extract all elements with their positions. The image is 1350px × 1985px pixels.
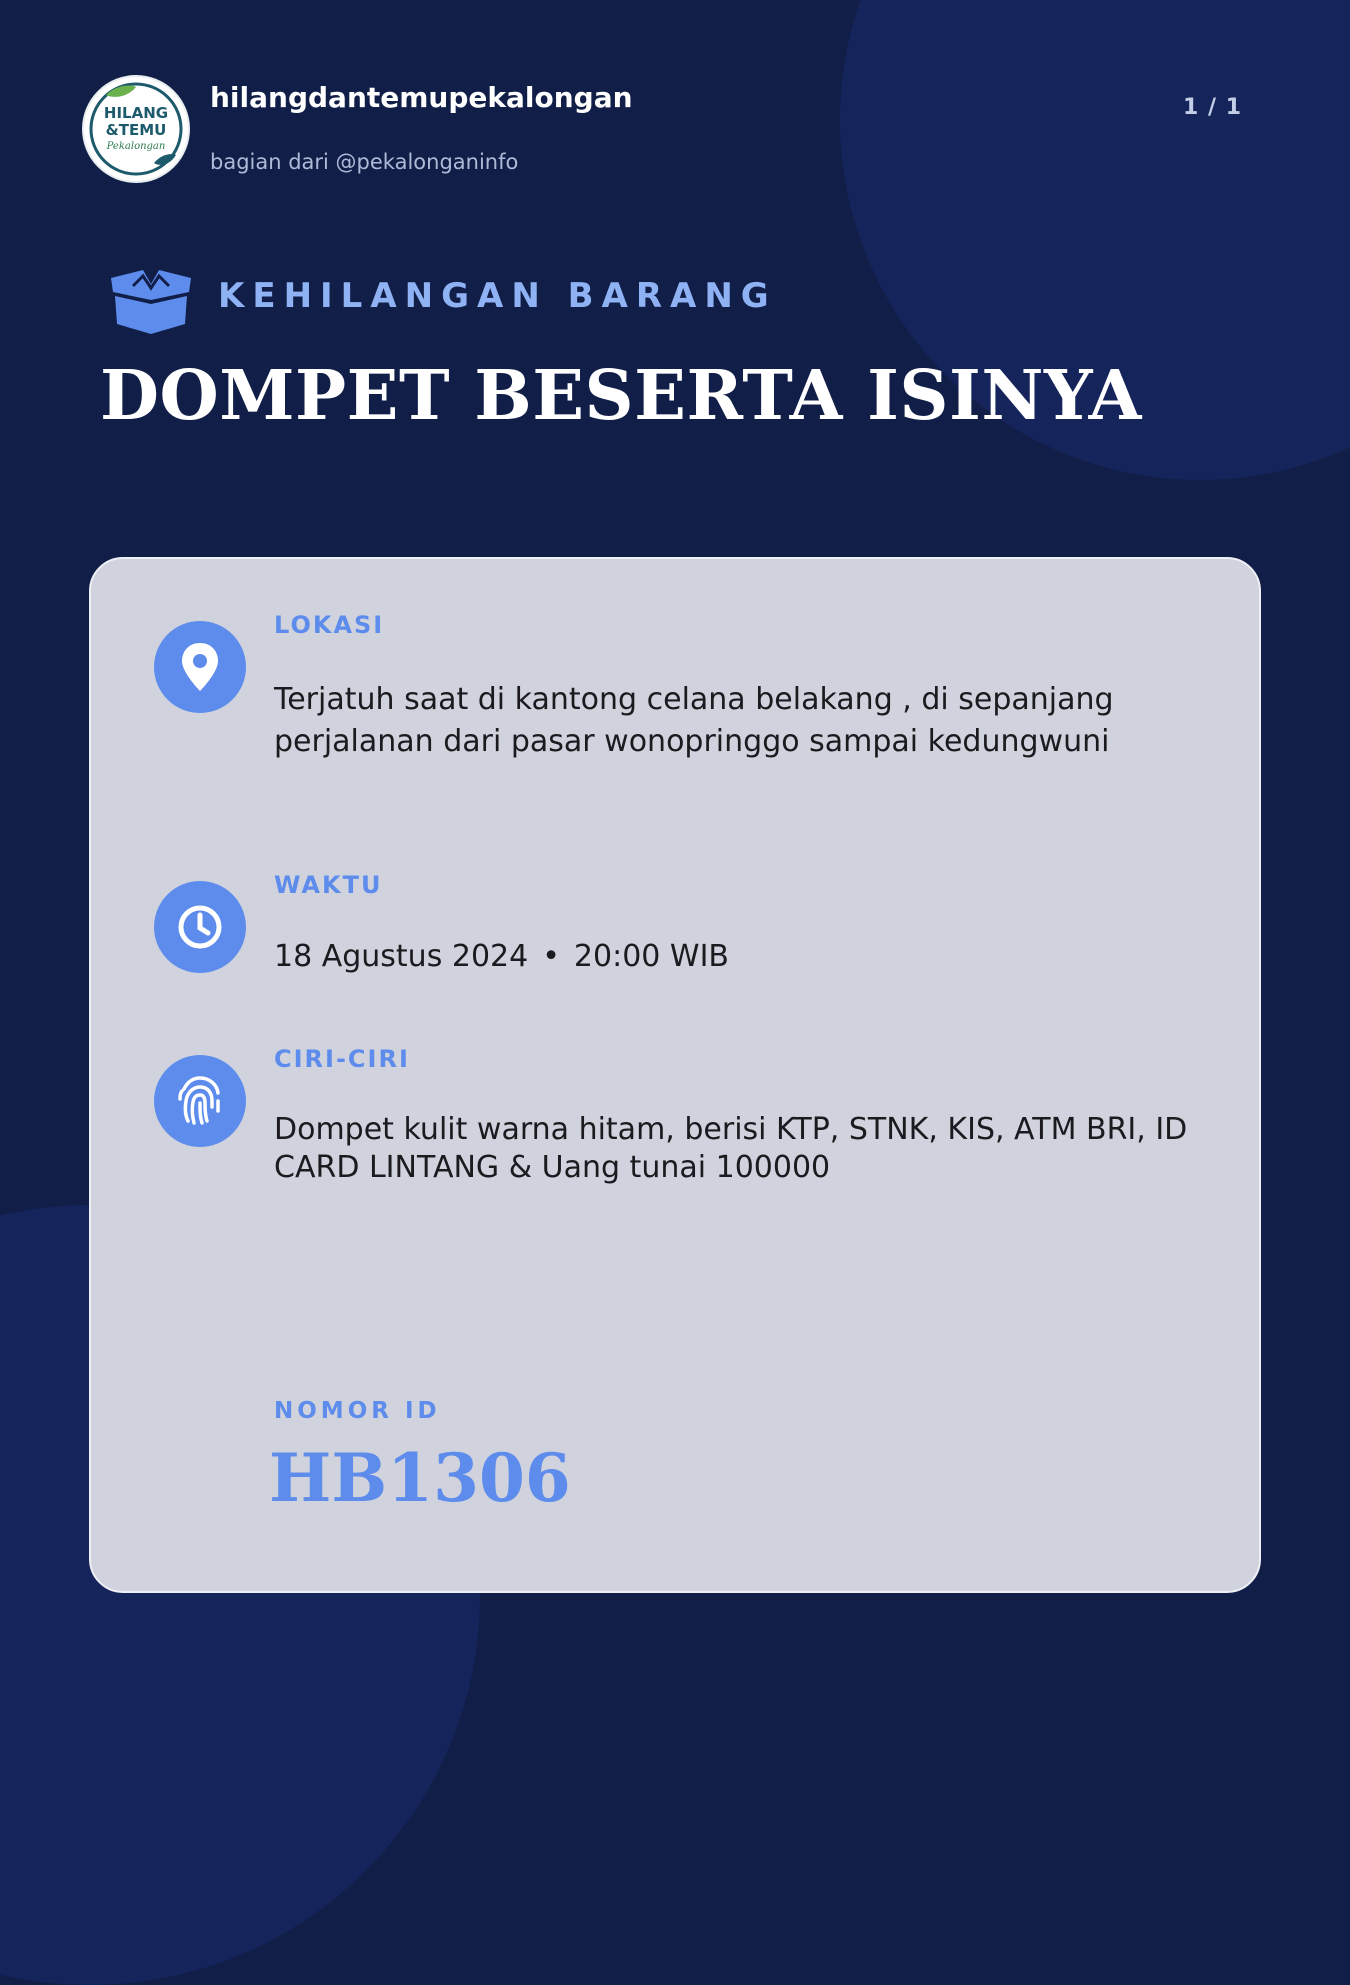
clock-icon [154,881,246,973]
account-logo[interactable] [82,75,190,183]
svg-text:HILANG: HILANG [103,104,169,122]
time-hour: 20:00 WIB [573,939,730,974]
location-label: LOKASI [274,611,385,639]
time-value [274,936,1204,978]
svg-text:Pekalongan: Pekalongan [106,141,166,152]
features-value: Dompet kulit warna hitam, berisi KTP, STNK, KIS, ATM BRI, ID CARD LINTANG & Uang tunai 100000 [274,1112,1188,1185]
time-separator: • [542,939,560,974]
post-header [82,75,1272,185]
fingerprint-icon [154,1055,246,1147]
location-pin-icon [154,621,246,713]
svg-text:&TEMU: &TEMU [105,121,167,139]
details-card [89,557,1261,1593]
time-label: WAKTU [274,871,383,899]
page-indicator: 1 / 1 [1183,95,1242,120]
open-box-icon [103,266,199,336]
account-name[interactable]: hilangdantemupekalongan [210,81,633,114]
features-label: CIRI-CIRI [274,1045,410,1073]
page-title: DOMPET BESERTA ISINYA [100,356,1142,436]
location-value: Terjatuh saat di kantong celana belakang , di sepanjang perjalanan dari pasar wonopringgo sampai kedungwuni [274,682,1114,759]
account-subtitle: bagian dari @pekalonganinfo [210,150,519,174]
category-label: KEHILANGAN BARANG [218,276,777,316]
id-value: HB1306 [269,1439,571,1517]
logo-emblem-icon [84,77,188,181]
time-date: 18 Agustus 2024 [274,939,529,974]
id-label: NOMOR ID [274,1398,441,1424]
